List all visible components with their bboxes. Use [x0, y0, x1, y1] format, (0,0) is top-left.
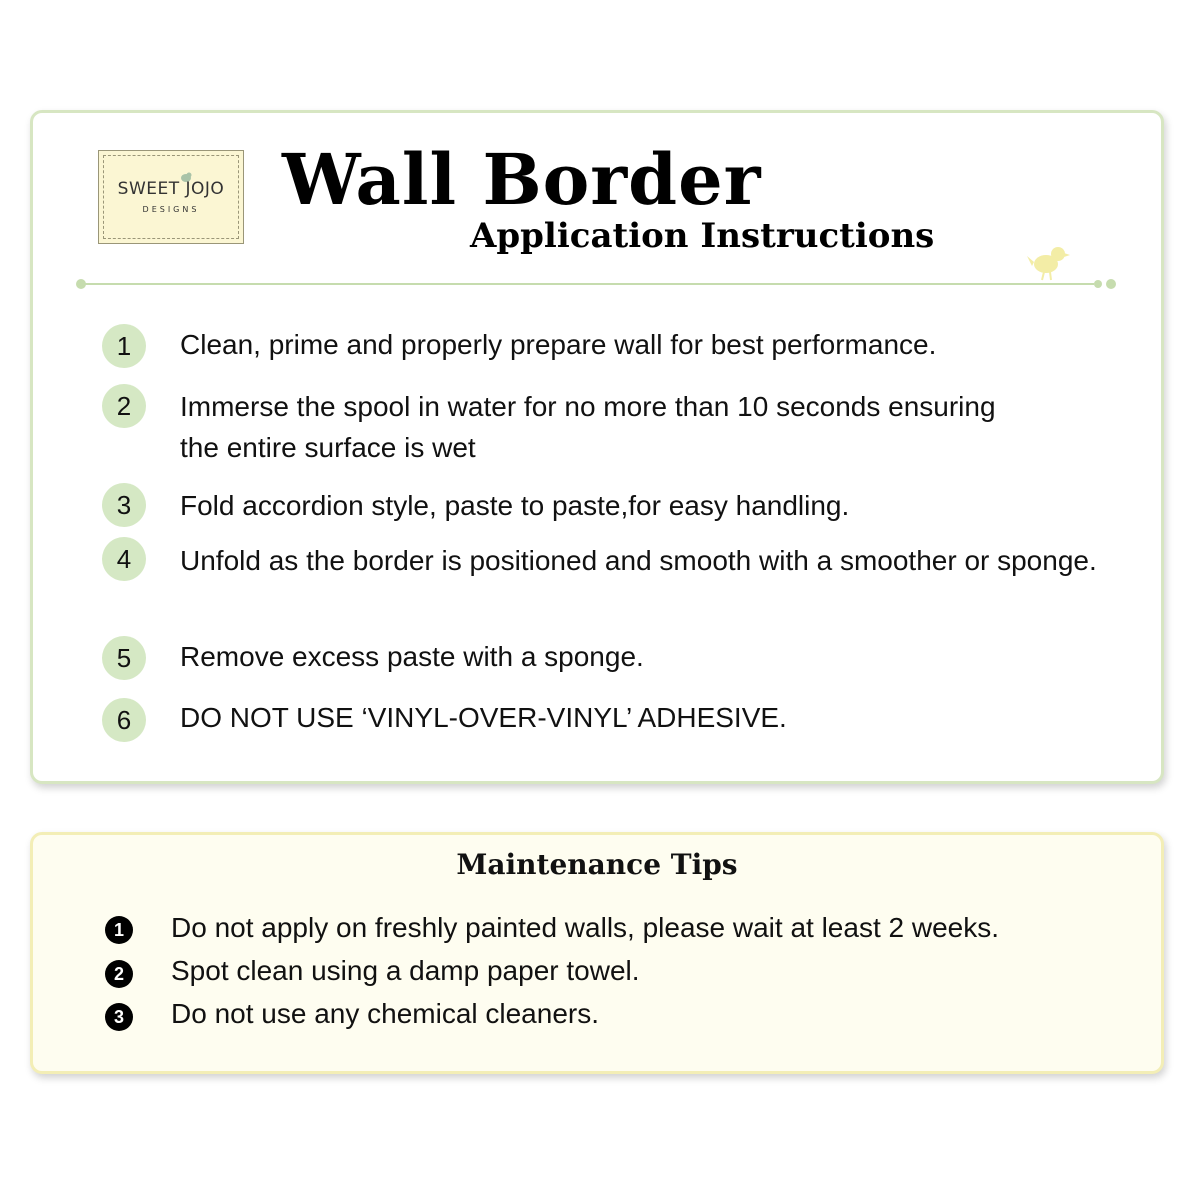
step-text-3: Fold accordion style, paste to paste,for easy handling. — [180, 490, 850, 521]
brand-logo — [98, 150, 244, 244]
step-text-2: Immerse the spool in water for no more than 10 seconds ensuring the entire surface is wet — [180, 391, 996, 463]
step-text-1: Clean, prime and properly prepare wall for best performance. — [180, 329, 937, 360]
page-subtitle: Application Instructions — [470, 216, 935, 256]
logo-brand-sub: DESIGNS — [142, 205, 200, 214]
tip-text-2: Spot clean using a damp paper towel. — [171, 955, 640, 986]
tip-number-1: 1 — [105, 916, 133, 944]
step-text-4: Unfold as the border is positioned and smooth with a smoother or sponge. — [180, 545, 1097, 576]
step-number-6: 6 — [102, 698, 146, 742]
tip-number-2: 2 — [105, 960, 133, 988]
step-number-3: 3 — [102, 483, 146, 527]
tip-number-3: 3 — [105, 1003, 133, 1031]
step-number-4: 4 — [102, 537, 146, 581]
maintenance-title: Maintenance Tips — [456, 848, 738, 881]
step-text-6: DO NOT USE ‘VINYL-OVER-VINYL’ ADHESIVE. — [180, 702, 787, 733]
step-number-5: 5 — [102, 636, 146, 680]
step-number-2: 2 — [102, 384, 146, 428]
header-divider — [72, 240, 1122, 296]
logo-brand-name: SWEET JOJO — [117, 179, 225, 199]
step-number-1: 1 — [102, 324, 146, 368]
bird-icon — [1027, 247, 1070, 280]
step-text-5: Remove excess paste with a sponge. — [180, 641, 644, 672]
tip-text-1: Do not apply on freshly painted walls, please wait at least 2 weeks. — [171, 912, 1000, 943]
tip-text-3: Do not use any chemical cleaners. — [171, 998, 599, 1029]
page-title: Wall Border — [282, 138, 762, 221]
